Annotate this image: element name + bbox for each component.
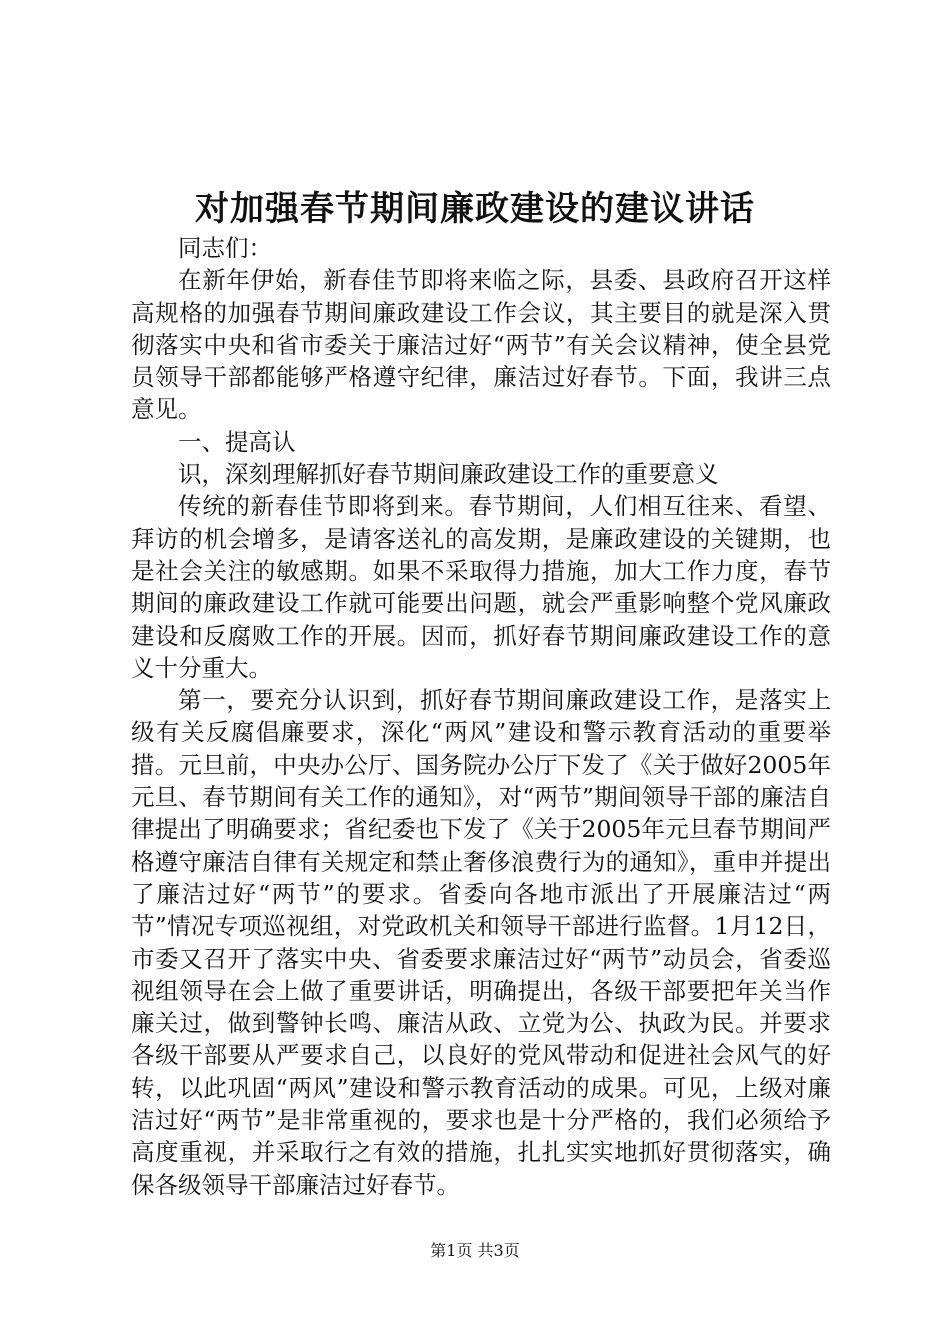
document-title: 对加强春节期间廉政建设的建议讲话 [195, 189, 755, 229]
paragraph-heading-1-cont: 识，深刻理解抓好春节期间廉政建设工作的重要意义 [178, 460, 719, 489]
document-body [131, 232, 831, 1201]
paragraph-greeting: 同志们： [178, 234, 272, 262]
page-footer: 第1页 共3页 [430, 1241, 520, 1260]
paragraph-intro: 在新年伊始，新春佳节即将来临之际，县委、县政府召开这样高规格的加强春节期间廉政建设工作会议，其主要目的就是深入贯彻落实中央和省市委关于廉洁过好“两节”有关会议精神，使全县党员领导干部都能够严格遵守纪律，廉洁过好春节。下面，我讲三点意见。 [131, 266, 831, 424]
paragraph-heading-1: 一、提高认 [178, 427, 296, 456]
paragraph-body-1: 传统的新春佳节即将到来。春节期间，人们相互往来、看望、拜访的机会增多，是请客送礼的高发期，是廉政建设的关键期，也是社会关注的敏感期。如果不采取得力措施，加大工作力度，春节期间的廉政建设工作就可能要出问题，就会严重影响整个党风廉政建设和反腐败工作的开展。因而，抓好春节期间廉政建设工作的意义十分重大。 [131, 492, 831, 682]
paragraph-body-2: 第一，要充分认识到，抓好春节期间廉政建设工作，是落实上级有关反腐倡廉要求，深化“两风”建设和警示教育活动的重要举措。元旦前，中央办公厅、国务院办公厅下发了《关于做好2005年元旦、春节期间有关工作的通知》，对“两节”期间领导干部的廉洁自律提出了明确要求；省纪委也下发了《关于2005年元旦春节期间严格遵守廉洁自律有关规定和禁止奢侈浪费行为的通知》，重申并提出了廉洁过好“两节”的要求。省委向各地市派出了开展廉洁过“两节”情况专项巡视组，对党政机关和领导干部进行监督。1月12日，市委又召开了落实中央、省委要求廉洁过好“两节”动员会，省委巡视组领导在会上做了重要讲话，明确提出，各级干部要把年关当作廉关过，做到警钟长鸣、廉洁从政、立党为公、执政为民。并要求各级干部要从严要求自己，以良好的党风带动和促进社会风气的好转，以此巩固“两风”建设和警示教育活动的成果。可见，上级对廉洁过好“两节”是非常重视的，要求也是十分严格的，我们必须给予高度重视，并采取行之有效的措施，扎扎实实地抓好贯彻落实，确保各级领导干部廉洁过好春节。 [131, 686, 831, 1199]
